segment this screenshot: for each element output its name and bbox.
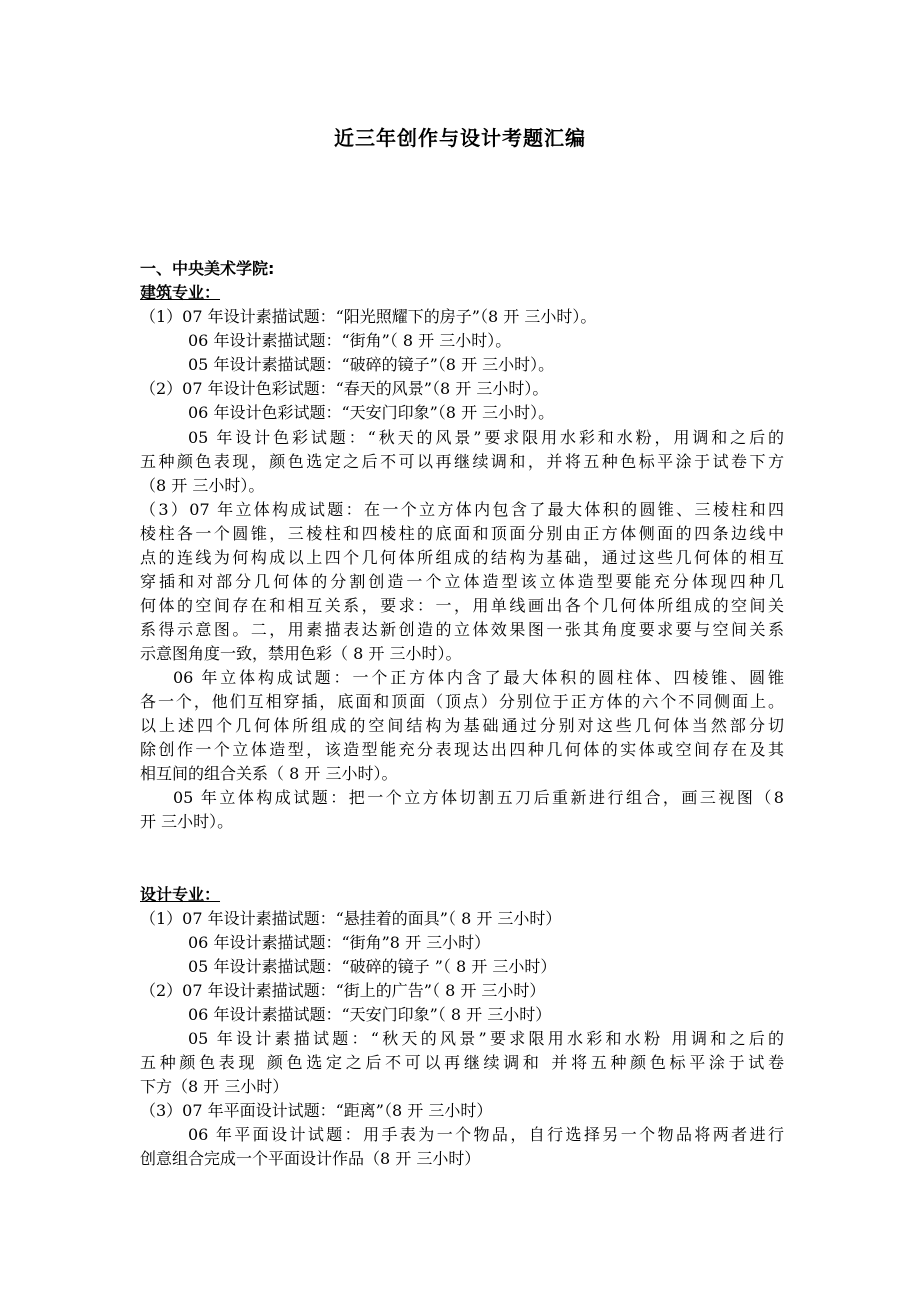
arch-line-6: 05 年设计色彩试题：“秋天的风景”要求限用水彩和水粉，用调和之后的 [188, 428, 784, 447]
design-line-7: 五种颜色表现 颜色选定之后不可以再继续调和 并将五种颜色标平涂于试卷 [140, 1053, 784, 1072]
arch-line-9: （3）07 年立体构成试题：在一个立方体内包含了最大体积的圆锥、三棱柱和四 [140, 500, 784, 519]
arch-line-5: 06 年设计色彩试题：“天安门印象”（8 开 三小时）。 [188, 403, 555, 422]
arch-line-10: 棱柱各一个圆锥，三棱柱和四棱柱的底面和顶面分别由正方体侧面的四条边线中 [140, 524, 784, 543]
arch-line-11: 点的连线为何构成以上四个几何体所组成的结构为基础，通过这些几何体的相互 [140, 548, 784, 567]
architecture-major-label: 建筑专业： [140, 283, 221, 302]
arch-line-8: （8 开 三小时）。 [140, 476, 265, 495]
arch-line-17: 各一个，他们互相穿插，底面和顶面（顶点）分别位于正方体的六个不同侧面上。 [140, 692, 784, 711]
arch-line-2: 06 年设计素描试题：“街角”（ 8 开 三小时）。 [188, 331, 512, 350]
arch-line-20: 相互间的组合关系（ 8 开 三小时）。 [140, 764, 398, 783]
arch-line-7: 五种颜色表现，颜色选定之后不可以再继续调和，并将五种色标平涂于试卷下方 [140, 452, 784, 471]
section-heading: 一、中央美术学院: [140, 259, 275, 278]
arch-line-1: （1）07 年设计素描试题：“阳光照耀下的房子”（8 开 三小时）。 [140, 307, 597, 326]
arch-line-4: （2）07 年设计色彩试题：“春天的风景”（8 开 三小时）。 [140, 379, 549, 398]
design-major-label: 设计专业： [140, 885, 221, 904]
design-line-9: （3）07 年平面设计试题：“距离”（8 开 三小时） [140, 1101, 493, 1120]
design-line-8: 下方（8 开 三小时） [140, 1077, 289, 1096]
document-title: 近三年创作与设计考题汇编 [334, 126, 586, 150]
arch-line-15: 示意图角度一致，禁用色彩（ 8 开 三小时）。 [140, 644, 462, 663]
arch-line-3: 05 年设计素描试题：“破碎的镜子”（8 开 三小时）。 [188, 355, 555, 374]
arch-line-21: 05 年立体构成试题：把一个立方体切割五刀后重新进行组合，画三视图（8 [173, 788, 784, 807]
design-line-5: 06 年设计素描试题：“天安门印象”（ 8 开 三小时） [188, 1005, 552, 1024]
arch-line-13: 何体的空间存在和相互关系，要求：一，用单线画出各个几何体所组成的空间关 [140, 596, 784, 615]
arch-line-22: 开 三小时）。 [140, 812, 234, 831]
design-line-11: 创意组合完成一个平面设计作品（8 开 三小时） [140, 1149, 481, 1168]
design-line-6: 05 年设计素描试题：“秋天的风景”要求限用水彩和水粉 用调和之后的 [188, 1029, 784, 1048]
design-line-1: （1）07 年设计素描试题：“悬挂着的面具”（ 8 开 三小时） [140, 909, 562, 928]
arch-line-18: 以上述四个几何体所组成的空间结构为基础通过分别对这些几何体当然部分切 [140, 716, 784, 735]
design-line-3: 05 年设计素描试题：“破碎的镜子 ”（ 8 开 三小时） [188, 957, 557, 976]
design-line-10: 06 年平面设计试题：用手表为一个物品，自行选择另一个物品将两者进行 [188, 1125, 784, 1144]
design-line-4: （2）07 年设计素描试题：“街上的广告”（ 8 开 三小时） [140, 981, 546, 1000]
arch-line-12: 穿插和对部分几何体的分割创造一个立体造型该立体造型要能充分体现四种几 [140, 572, 784, 591]
design-line-2: 06 年设计素描试题：“街角”8 开 三小时） [188, 933, 491, 952]
arch-line-14: 系得示意图。二，用素描表达新创造的立体效果图一张其角度要求要与空间关系 [140, 620, 784, 639]
arch-line-16: 06 年立体构成试题：一个正方体内含了最大体积的圆柱体、四棱锥、圆锥 [173, 668, 784, 687]
arch-line-19: 除创作一个立体造型，该造型能充分表现达出四种几何体的实体或空间存在及其 [140, 740, 784, 759]
